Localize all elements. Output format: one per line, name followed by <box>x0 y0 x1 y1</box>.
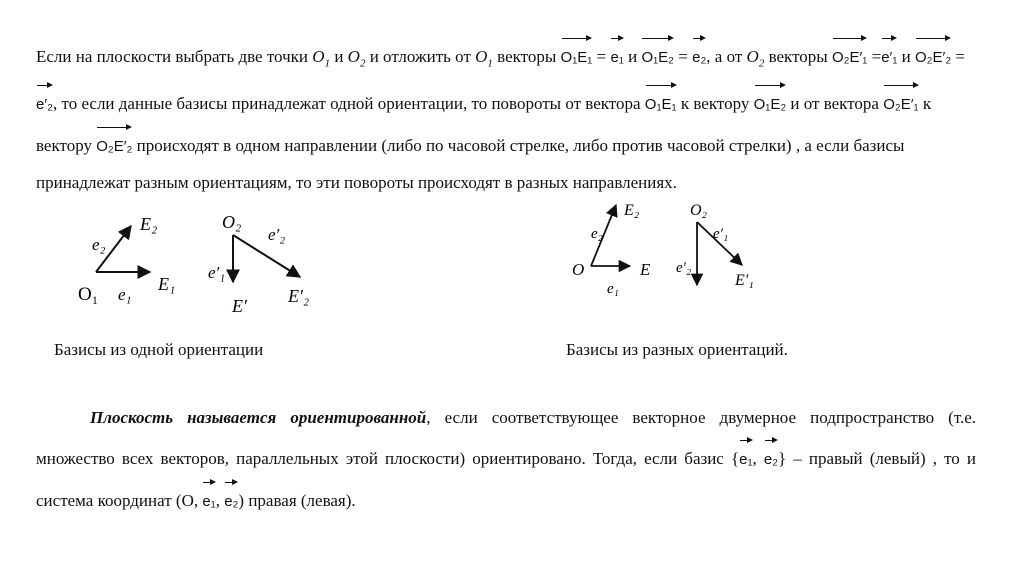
arrow-e2p <box>233 235 300 277</box>
caption-different-orientation: Базисы из разных ориентаций. <box>566 340 788 359</box>
label-E1: E₁ <box>158 274 176 294</box>
label-e1: e₁ <box>118 285 132 304</box>
caption-same-orientation: Базисы из одной ориентации <box>54 340 264 359</box>
vector-e2: e₂ <box>692 34 706 76</box>
point-O1: $O_1$ <box>312 47 331 70</box>
vector-e2p: e′₂ <box>36 81 53 123</box>
basis-vector-e1: e₁ <box>739 436 752 478</box>
vector-O1E1: O₁E₁ <box>561 34 593 76</box>
vector-O2E1p: O₂E′₁ <box>832 34 867 76</box>
label-E2: E₂ <box>624 202 640 219</box>
coord-vector-e1: e₁ <box>202 478 215 520</box>
label-E2: E₂ <box>140 214 158 234</box>
label-E1: E′₁ <box>735 272 754 289</box>
figure-same-orientation-1 <box>78 214 175 305</box>
label-O2: O₂ <box>690 202 708 219</box>
definition-paragraph-1: Если на плоскости выбрать две точки $O_1$ и $O_2$ и отложить от $O_1$ векторы O₁E₁ = e₁ и O₁E₂ = e₂, а от $O_2$ векторы O₂E′₁ =e′₁ и O₂E′₂ = e′₂, то если данные базисы принадлежат одной ориентации, то повороты от вектора O₁E₁ к вектору O₁E₂ и от вектора O₂E′₁ к вектору O₂E′₂ происходят в одном направлении (либо по часовой стрелке, либо против часовой стрелки) , а если базисы принадлежат разным ориентациям, то эти повороты происходят в разных направлениях. <box>36 34 976 201</box>
term-plane: Плоскость <box>90 408 173 427</box>
label-e1: e₁ <box>607 281 619 297</box>
label-e2: e₂ <box>92 235 106 254</box>
vector-O1E1-ref: O₁E₁ <box>645 81 677 123</box>
point-O2-ref: $O_2$ <box>746 47 765 70</box>
label-E: E <box>640 260 651 279</box>
label-e2p: e′₂ <box>268 225 286 244</box>
label-e2p: e′₂ <box>676 260 692 276</box>
label-e1p: e′₁ <box>713 226 729 242</box>
vector-e1p: e′₁ <box>881 34 897 76</box>
vector-O1E2: O₁E₂ <box>641 34 674 76</box>
label-e1p: e′₁ <box>208 263 226 282</box>
vector-O2E1p-ref: O₂E′₁ <box>883 81 918 123</box>
label-O: O <box>572 260 585 279</box>
point-O2: $O_2$ <box>347 47 366 70</box>
term-called: называется <box>187 408 277 427</box>
vector-O2E2p-ref: O₂E′₂ <box>96 123 132 165</box>
figure-same-orientation-2 <box>208 212 309 316</box>
definition-paragraph-2: Плоскость называется ориентированной, если соответствующее векторное двумерное подпространство (т.е. множество всех векторов, параллельных этой плоскости) ориентировано. Тогда, если базис {e₁, e₂} – правый (левый) , то и система координат (O, e₁, e₂) правая (левая). <box>36 400 976 520</box>
label-e2: e₂ <box>591 226 603 242</box>
label-O2: O₂ <box>222 212 242 232</box>
label-E2p: E′₂ <box>288 286 310 306</box>
point-O1-ref: $O_1$ <box>475 47 493 70</box>
term-oriented: ориентированной <box>290 408 427 427</box>
basis-vector-e2: e₂ <box>764 436 778 478</box>
vector-O1E2-ref: O₁E₂ <box>754 81 787 123</box>
vector-O2E2p: O₂E′₂ <box>915 34 951 76</box>
figure-different-orientation-2 <box>676 202 754 289</box>
coord-vector-e2: e₂ <box>224 478 238 520</box>
label-O1: O₁ <box>78 284 99 305</box>
label-Ep: E′ <box>232 296 247 316</box>
figure-different-orientation-1 <box>572 202 651 297</box>
vector-e1: e₁ <box>610 34 623 76</box>
